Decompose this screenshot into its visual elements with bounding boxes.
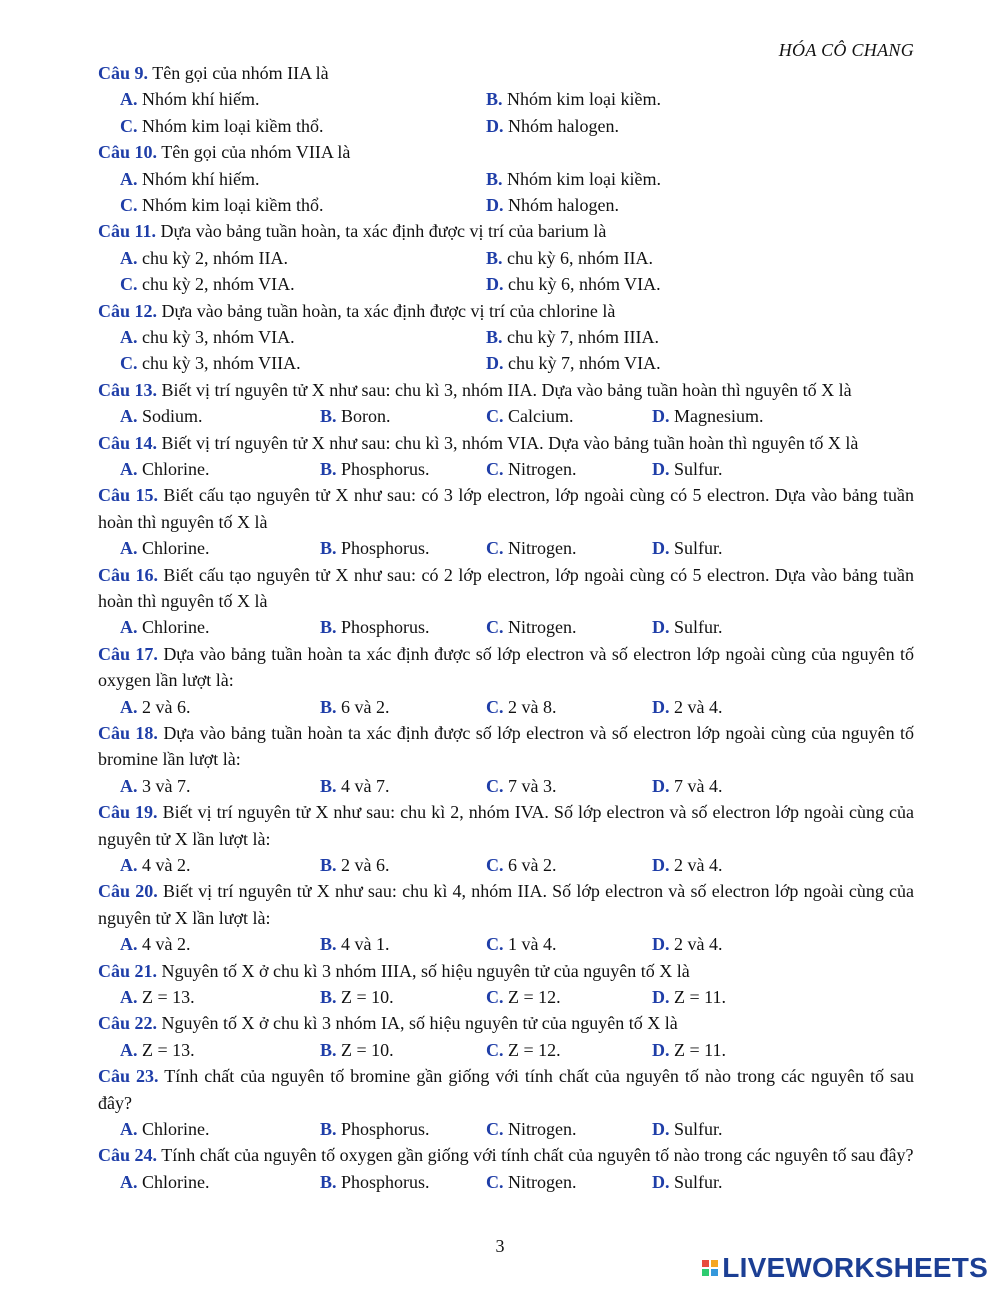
option-letter: A.	[120, 538, 138, 559]
answer-option[interactable]	[120, 773, 191, 799]
option-text: Nhóm kim loại kiềm.	[507, 89, 661, 110]
option-text: 2 và 6.	[341, 855, 390, 876]
question-item	[98, 1010, 914, 1063]
option-letter: A.	[120, 617, 138, 638]
answer-option[interactable]	[120, 535, 210, 561]
option-text: chu kỳ 3, nhóm VIIA.	[142, 353, 301, 374]
question-number: Câu 19.	[98, 802, 158, 823]
question-item	[98, 482, 914, 561]
option-letter: B.	[320, 538, 337, 559]
question-list	[98, 60, 914, 1195]
option-letter: D.	[652, 987, 670, 1008]
answer-options	[98, 166, 914, 219]
answer-options	[98, 773, 914, 799]
option-text: Nitrogen.	[508, 538, 577, 559]
option-text: Magnesium.	[674, 406, 764, 427]
option-letter: D.	[486, 274, 504, 295]
option-text: 7 và 3.	[508, 775, 557, 796]
question-text: Tính chất của nguyên tố bromine gần giống với tính chất của nguyên tố nào trong các nguyên tố sau đây?	[98, 1066, 915, 1113]
answer-option[interactable]	[120, 192, 324, 218]
answer-option[interactable]	[120, 86, 260, 112]
option-text: 6 và 2.	[508, 855, 557, 876]
logo-square	[711, 1269, 718, 1276]
option-letter: B.	[320, 459, 337, 480]
option-text: chu kỳ 7, nhóm VIA.	[508, 353, 661, 374]
option-letter: D.	[652, 406, 670, 427]
option-letter: D.	[652, 696, 670, 717]
question-number: Câu 14.	[98, 432, 158, 453]
option-letter: D.	[652, 1119, 670, 1140]
answer-option[interactable]	[320, 1037, 394, 1063]
answer-option[interactable]	[486, 245, 653, 271]
question-text: Dựa vào bảng tuần hoàn, ta xác định được vị trí của barium là	[160, 221, 607, 242]
option-text: Phosphorus.	[341, 1119, 430, 1140]
answer-option[interactable]	[652, 694, 723, 720]
question-item	[98, 799, 914, 878]
option-text: Z = 12.	[508, 1039, 561, 1060]
answer-option[interactable]	[120, 456, 210, 482]
answer-option[interactable]	[120, 1037, 195, 1063]
question-item	[98, 1063, 914, 1142]
option-text: 2 và 8.	[508, 696, 557, 717]
option-letter: C.	[486, 617, 504, 638]
answer-option[interactable]	[320, 1169, 430, 1195]
question-item	[98, 377, 914, 430]
question-stem	[98, 878, 914, 931]
answer-option[interactable]	[120, 852, 191, 878]
question-number: Câu 16.	[98, 564, 158, 585]
question-stem	[98, 218, 914, 244]
question-stem	[98, 377, 914, 403]
option-text: Nitrogen.	[508, 1171, 577, 1192]
answer-option[interactable]	[120, 614, 210, 640]
question-item	[98, 298, 914, 377]
option-text: chu kỳ 2, nhóm IIA.	[142, 247, 288, 268]
question-text: Dựa vào bảng tuần hoàn ta xác định được số lớp electron và số electron lớp ngoài cùng của nguyên tố bromine lần lượt là:	[98, 723, 915, 770]
answer-options	[98, 245, 914, 298]
option-text: Phosphorus.	[341, 538, 430, 559]
answer-options	[98, 931, 914, 957]
question-item	[98, 641, 914, 720]
option-text: Nhóm halogen.	[508, 195, 619, 215]
option-letter: B.	[320, 617, 337, 638]
answer-option[interactable]	[320, 456, 430, 482]
option-text: 2 và 4.	[674, 855, 723, 876]
option-text: Sulfur.	[674, 617, 723, 638]
answer-option[interactable]	[120, 984, 195, 1010]
option-text: 2 và 4.	[674, 934, 723, 955]
option-text: chu kỳ 3, nhóm VIA.	[142, 327, 295, 348]
option-text: Chlorine.	[142, 1119, 210, 1140]
option-letter: C.	[120, 195, 138, 215]
answer-option[interactable]	[652, 984, 726, 1010]
option-text: Z = 11.	[674, 987, 726, 1008]
question-item	[98, 878, 914, 957]
option-letter: C.	[486, 775, 504, 796]
answer-option[interactable]	[320, 984, 394, 1010]
option-text: Nhóm kim loại kiềm thổ.	[142, 115, 324, 136]
option-letter: C.	[120, 353, 138, 374]
answer-option[interactable]	[486, 614, 576, 640]
question-number: Câu 10.	[98, 142, 158, 163]
option-letter: A.	[120, 696, 138, 717]
option-text: Chlorine.	[142, 1171, 210, 1192]
answer-option[interactable]	[486, 403, 574, 429]
answer-option[interactable]	[320, 614, 430, 640]
question-stem	[98, 958, 914, 984]
question-number: Câu 22.	[98, 1013, 158, 1034]
answer-option[interactable]	[486, 271, 661, 297]
question-text: Tên gọi của nhóm IIA là	[152, 63, 329, 83]
answer-options	[98, 456, 914, 482]
option-text: Z = 10.	[341, 1039, 394, 1060]
answer-option[interactable]	[320, 403, 391, 429]
option-letter: A.	[120, 1119, 138, 1140]
question-stem	[98, 799, 914, 852]
option-text: 2 và 6.	[142, 696, 191, 717]
answer-options	[98, 614, 914, 640]
question-stem	[98, 720, 914, 773]
option-letter: B.	[320, 1171, 337, 1192]
answer-option[interactable]	[486, 166, 661, 192]
option-letter: C.	[486, 987, 504, 1008]
option-text: Sulfur.	[674, 538, 723, 559]
answer-options	[98, 852, 914, 878]
option-letter: B.	[320, 406, 337, 427]
answer-option[interactable]	[120, 1169, 210, 1195]
option-text: Sodium.	[142, 406, 203, 427]
question-text: Nguyên tố X ở chu kì 3 nhóm IIIA, số hiệu nguyên tử của nguyên tố X là	[161, 960, 690, 981]
option-text: Chlorine.	[142, 538, 210, 559]
option-text: Phosphorus.	[341, 459, 430, 480]
option-letter: B.	[320, 775, 337, 796]
question-number: Câu 12.	[98, 300, 158, 321]
answer-option[interactable]	[652, 1037, 726, 1063]
option-text: 1 và 4.	[508, 934, 557, 955]
option-letter: C.	[486, 406, 504, 427]
option-letter: C.	[486, 855, 504, 876]
option-letter: A.	[120, 168, 138, 189]
option-letter: C.	[486, 696, 504, 717]
question-number: Câu 11.	[98, 221, 157, 242]
option-text: Z = 13.	[142, 987, 195, 1008]
option-text: Z = 10.	[341, 987, 394, 1008]
option-text: Boron.	[341, 406, 391, 427]
answer-options	[98, 1116, 914, 1142]
answer-option[interactable]	[486, 350, 661, 376]
answer-option[interactable]	[120, 324, 295, 350]
option-text: Nhóm kim loại kiềm thổ.	[142, 195, 324, 215]
option-letter: A.	[120, 987, 138, 1008]
option-text: 4 và 7.	[341, 775, 390, 796]
answer-option[interactable]	[486, 1116, 576, 1142]
answer-option[interactable]	[120, 931, 191, 957]
answer-option[interactable]	[486, 456, 576, 482]
question-item	[98, 1142, 914, 1195]
question-item	[98, 958, 914, 1011]
question-number: Câu 9.	[98, 63, 149, 83]
option-text: Nitrogen.	[508, 617, 577, 638]
option-text: Calcium.	[508, 406, 574, 427]
option-letter: D.	[652, 775, 670, 796]
question-number: Câu 23.	[98, 1066, 159, 1087]
question-stem	[98, 298, 914, 324]
question-number: Câu 13.	[98, 379, 158, 400]
answer-option[interactable]	[486, 324, 659, 350]
option-text: Sulfur.	[674, 459, 723, 480]
question-text: Dựa vào bảng tuần hoàn ta xác định được số lớp electron và số electron lớp ngoài cùng của nguyên tố oxygen lần lượt là:	[98, 643, 915, 691]
option-letter: C.	[120, 274, 138, 295]
question-stem	[98, 139, 914, 165]
question-number: Câu 21.	[98, 960, 158, 981]
logo-square	[702, 1269, 709, 1276]
option-letter: A.	[120, 459, 138, 480]
answer-options	[98, 324, 914, 377]
question-stem	[98, 1142, 914, 1168]
answer-option[interactable]	[486, 852, 557, 878]
answer-option[interactable]	[486, 113, 619, 139]
option-text: Chlorine.	[142, 617, 210, 638]
option-text: Nhóm halogen.	[508, 115, 619, 136]
option-text: Nhóm khí hiếm.	[142, 89, 260, 110]
option-text: chu kỳ 2, nhóm VIA.	[142, 274, 295, 295]
option-letter: A.	[120, 1171, 138, 1192]
option-letter: B.	[320, 1119, 337, 1140]
option-text: Nhóm khí hiếm.	[142, 168, 260, 189]
answer-options	[98, 403, 914, 429]
question-item	[98, 218, 914, 297]
answer-option[interactable]	[320, 931, 390, 957]
answer-option[interactable]	[120, 113, 324, 139]
logo-square	[711, 1260, 718, 1267]
question-stem	[98, 641, 914, 694]
answer-option[interactable]	[486, 984, 561, 1010]
answer-options	[98, 1037, 914, 1063]
question-number: Câu 18.	[98, 723, 158, 744]
question-text: Biết vị trí nguyên tử X như sau: chu kì 3, nhóm IIA. Dựa vào bảng tuần hoàn thì nguyên tố X là	[161, 379, 852, 400]
option-text: 4 và 2.	[142, 934, 191, 955]
question-text: Biết vị trí nguyên tử X như sau: chu kì 4, nhóm IIA. Số lớp electron và số electron lớp ngoài cùng của nguyên tử X lần lượt là:	[98, 881, 915, 928]
option-letter: B.	[486, 168, 503, 189]
answer-option[interactable]	[486, 773, 557, 799]
option-letter: A.	[120, 775, 138, 796]
option-text: Nhóm kim loại kiềm.	[507, 168, 661, 189]
option-text: 7 và 4.	[674, 775, 723, 796]
answer-option[interactable]	[320, 773, 390, 799]
answer-options	[98, 984, 914, 1010]
answer-option[interactable]	[652, 1169, 723, 1195]
answer-options	[98, 535, 914, 561]
option-letter: A.	[120, 89, 138, 110]
option-letter: C.	[486, 538, 504, 559]
header-author: HÓA CÔ CHANG	[778, 40, 914, 60]
answer-option[interactable]	[120, 245, 288, 271]
question-number: Câu 20.	[98, 881, 158, 902]
option-letter: A.	[120, 247, 138, 268]
option-text: Z = 13.	[142, 1039, 195, 1060]
answer-option[interactable]	[486, 192, 619, 218]
answer-option[interactable]	[120, 694, 191, 720]
question-item	[98, 139, 914, 218]
question-number: Câu 15.	[98, 485, 158, 506]
answer-option[interactable]	[652, 852, 723, 878]
answer-option[interactable]	[652, 1116, 723, 1142]
answer-option[interactable]	[120, 166, 260, 192]
question-stem	[98, 482, 914, 535]
option-letter: D.	[652, 1039, 670, 1060]
question-text: Dựa vào bảng tuần hoàn, ta xác định được vị trí của chlorine là	[161, 300, 616, 321]
option-text: Sulfur.	[674, 1119, 723, 1140]
option-letter: B.	[320, 855, 337, 876]
option-text: Chlorine.	[142, 459, 210, 480]
option-text: chu kỳ 6, nhóm VIA.	[508, 274, 661, 295]
option-text: Z = 12.	[508, 987, 561, 1008]
answer-option[interactable]	[652, 456, 723, 482]
answer-option[interactable]	[652, 403, 764, 429]
logo-square	[702, 1260, 709, 1267]
question-text: Tính chất của nguyên tố oxygen gần giống với tính chất của nguyên tố nào trong các nguyên tố sau đây?	[161, 1145, 914, 1166]
option-letter: D.	[486, 115, 504, 136]
question-text: Biết vị trí nguyên tử X như sau: chu kì 2, nhóm IVA. Số lớp electron và số electron lớp ngoài cùng của nguyên tử X lần lượt là:	[98, 802, 915, 849]
option-letter: C.	[486, 1119, 504, 1140]
option-text: 2 và 4.	[674, 696, 723, 717]
question-text: Biết vị trí nguyên tử X như sau: chu kì 3, nhóm VIA. Dựa vào bảng tuần hoàn thì nguyên tố X là	[161, 432, 859, 453]
option-letter: A.	[120, 855, 138, 876]
option-text: Z = 11.	[674, 1039, 726, 1060]
option-letter: A.	[120, 1039, 138, 1060]
question-item	[98, 720, 914, 799]
liveworksheets-logo[interactable]	[702, 1252, 988, 1284]
question-stem	[98, 1063, 914, 1116]
option-letter: C.	[486, 459, 504, 480]
option-text: 4 và 1.	[341, 934, 390, 955]
answer-option[interactable]	[120, 350, 301, 376]
option-letter: C.	[486, 1039, 504, 1060]
option-letter: D.	[486, 353, 504, 374]
question-text: Biết cấu tạo nguyên tử X như sau: có 2 lớp electron, lớp ngoài cùng có 5 electron. Dựa vào bảng tuần hoàn thì nguyên tố X là	[98, 564, 914, 612]
option-letter: D.	[652, 855, 670, 876]
option-letter: D.	[652, 459, 670, 480]
option-letter: D.	[652, 1171, 670, 1192]
question-number: Câu 17.	[98, 643, 158, 664]
answer-option[interactable]	[486, 1037, 561, 1063]
question-text: Biết cấu tạo nguyên tử X như sau: có 3 lớp electron, lớp ngoài cùng có 5 electron. Dựa vào bảng tuần hoàn thì nguyên tố X là	[98, 485, 914, 532]
option-text: Nitrogen.	[508, 459, 577, 480]
question-item	[98, 430, 914, 483]
answer-option[interactable]	[320, 1116, 430, 1142]
option-letter: D.	[486, 195, 504, 215]
option-letter: B.	[320, 987, 337, 1008]
option-letter: D.	[652, 934, 670, 955]
answer-options	[98, 86, 914, 139]
answer-option[interactable]	[486, 86, 661, 112]
answer-option[interactable]	[320, 852, 390, 878]
answer-option[interactable]	[120, 271, 295, 297]
option-text: chu kỳ 6, nhóm IIA.	[507, 247, 653, 268]
option-letter: A.	[120, 934, 138, 955]
question-number: Câu 24.	[98, 1145, 158, 1166]
brand-name: LIVEWORKSHEETS	[722, 1252, 988, 1283]
logo-grid-icon	[702, 1260, 718, 1276]
question-stem	[98, 1010, 914, 1036]
option-letter: B.	[486, 327, 503, 348]
answer-option[interactable]	[486, 535, 576, 561]
answer-option[interactable]	[486, 931, 557, 957]
answer-option[interactable]	[120, 1116, 210, 1142]
answer-option[interactable]	[652, 614, 723, 640]
answer-option[interactable]	[120, 403, 203, 429]
option-text: 6 và 2.	[341, 696, 390, 717]
answer-option[interactable]	[652, 931, 723, 957]
answer-option[interactable]	[652, 773, 723, 799]
option-text: Nitrogen.	[508, 1119, 577, 1140]
option-letter: A.	[120, 406, 138, 427]
answer-options	[98, 1169, 914, 1195]
question-stem	[98, 562, 914, 615]
option-text: Phosphorus.	[341, 1171, 430, 1192]
option-text: 3 và 7.	[142, 775, 191, 796]
question-stem	[98, 60, 914, 86]
option-letter: D.	[652, 617, 670, 638]
option-letter: D.	[652, 538, 670, 559]
option-text: 4 và 2.	[142, 855, 191, 876]
option-text: Phosphorus.	[341, 617, 430, 638]
option-letter: B.	[486, 89, 503, 110]
answer-option[interactable]	[486, 694, 557, 720]
answer-option[interactable]	[320, 694, 390, 720]
answer-option[interactable]	[486, 1169, 576, 1195]
question-item	[98, 60, 914, 139]
answer-options	[98, 694, 914, 720]
option-text: chu kỳ 7, nhóm IIIA.	[507, 327, 659, 348]
option-letter: B.	[320, 696, 337, 717]
option-letter: C.	[486, 934, 504, 955]
answer-option[interactable]	[320, 535, 430, 561]
option-letter: C.	[486, 1171, 504, 1192]
option-letter: A.	[120, 327, 138, 348]
option-letter: B.	[320, 1039, 337, 1060]
option-letter: B.	[486, 247, 503, 268]
option-letter: B.	[320, 934, 337, 955]
option-letter: C.	[120, 115, 138, 136]
page-number: 3	[495, 1236, 505, 1256]
option-text: Sulfur.	[674, 1171, 723, 1192]
question-text: Nguyên tố X ở chu kì 3 nhóm IA, số hiệu nguyên tử của nguyên tố X là	[161, 1013, 678, 1034]
question-text: Tên gọi của nhóm VIIA là	[161, 142, 351, 163]
answer-option[interactable]	[652, 535, 723, 561]
question-stem	[98, 430, 914, 456]
question-item	[98, 562, 914, 641]
